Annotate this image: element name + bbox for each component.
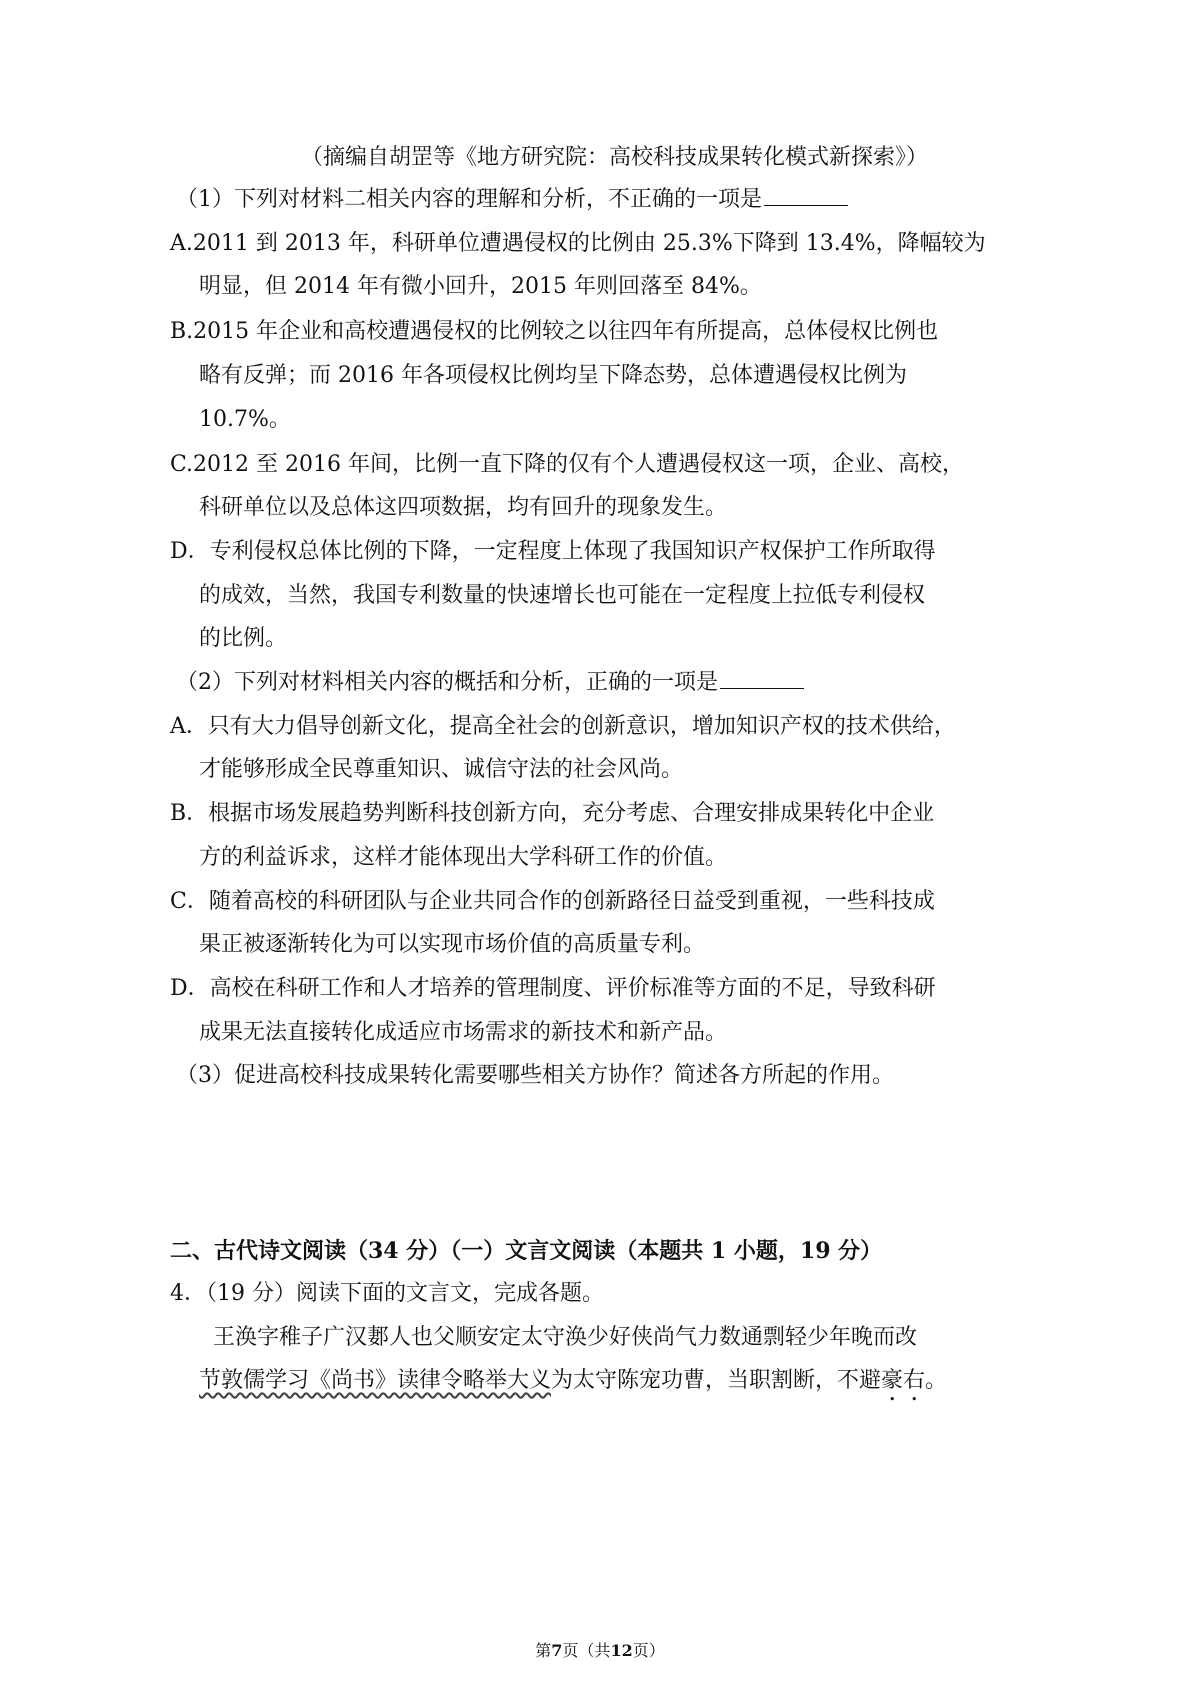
q1-option-b-line2: 略有反弹；而 2016 年各项侵权比例均呈下降态势，总体遭遇侵权比例为 <box>199 363 907 388</box>
q4-stem: 4．（19 分）阅读下面的文言文，完成各题。 <box>170 1281 604 1306</box>
dotted-emphasis-text: 豪右 <box>881 1368 926 1393</box>
section-heading: 二、古代诗文阅读（34 分）（一）文言文阅读（本题共 1 小题，19 分） <box>170 1238 883 1264</box>
q2-option-d-line1: D．高校在科研工作和人才培养的管理制度、评价标准等方面的不足，导致科研 <box>170 976 936 1001</box>
page-footer: 第7页（共12页） <box>535 1641 665 1660</box>
q1-option-d-line3: 的比例。 <box>199 626 288 651</box>
wavy-underlined-text: 节敦儒学习《尚书》读律令略举大义 <box>199 1368 552 1393</box>
q1-option-d-line2: 的成效，当然，我国专利数量的快速增长也可能在一定程度上拉低专利侵权 <box>199 583 926 608</box>
q2-option-b-line2: 方的利益诉求，这样才能体现出大学科研工作的价值。 <box>199 845 728 870</box>
q1-stem: （1）下列对材料二相关内容的理解和分析，不正确的一项是 <box>176 185 848 215</box>
passage-line-2: 节敦儒学习《尚书》读律令略举大义为太守陈宠功曹，当职割断，不避豪右。 <box>199 1368 948 1393</box>
q2-option-a-line2: 才能够形成全民尊重知识、诚信守法的社会风尚。 <box>199 757 684 782</box>
q2-stem: （2）下列对材料相关内容的概括和分析，正确的一项是 <box>176 668 804 698</box>
q3-stem: （3）促进高校科技成果转化需要哪些相关方协作？简述各方所起的作用。 <box>176 1063 894 1088</box>
q2-option-a-line1: A．只有大力倡导创新文化，提高全社会的创新意识，增加知识产权的技术供给， <box>170 714 956 739</box>
source-citation: （摘编自胡罡等《地方研究院：高校科技成果转化模式新探索》） <box>301 145 929 170</box>
q2-option-c-line2: 果正被逐渐转化为可以实现市场价值的高质量专利。 <box>199 932 706 957</box>
q2-option-c-line1: C．随着高校的科研团队与企业共同合作的创新路径日益受到重视，一些科技成 <box>170 889 935 914</box>
q1-option-b-line3: 10.7%。 <box>199 407 291 432</box>
page-number: 7 <box>551 1641 563 1660</box>
q1-option-a-line2: 明显，但 2014 年有微小回升，2015 年则回落至 84%。 <box>199 274 762 299</box>
q1-option-b-line1: B.2015 年企业和高校遭遇侵权的比例较之以往四年有所提高，总体侵权比例也 <box>170 319 939 344</box>
q1-option-d-line1: D．专利侵权总体比例的下降，一定程度上体现了我国知识产权保护工作所取得 <box>170 539 936 564</box>
q1-option-c-line1: C.2012 至 2016 年间，比例一直下降的仅有个人遭遇侵权这一项，企业、高校， <box>170 452 965 477</box>
q2-option-d-line2: 成果无法直接转化成适应市场需求的新技术和新产品。 <box>199 1020 728 1045</box>
q1-option-a-line1: A.2011 到 2013 年，科研单位遭遇侵权的比例由 25.3%下降到 13.4%，降幅较为 <box>170 231 986 256</box>
page-total: 12 <box>610 1641 633 1660</box>
q1-option-c-line2: 科研单位以及总体这四项数据，均有回升的现象发生。 <box>199 495 728 520</box>
answer-blank <box>720 668 804 689</box>
answer-blank <box>764 185 848 206</box>
passage-line-1: 王涣字稚子广汉郪人也父顺安定太守涣少好侠尚气力数通剽轻少年晚而改 <box>213 1325 918 1350</box>
q2-option-b-line1: B．根据市场发展趋势判断科技创新方向，充分考虑、合理安排成果转化中企业 <box>170 801 935 826</box>
